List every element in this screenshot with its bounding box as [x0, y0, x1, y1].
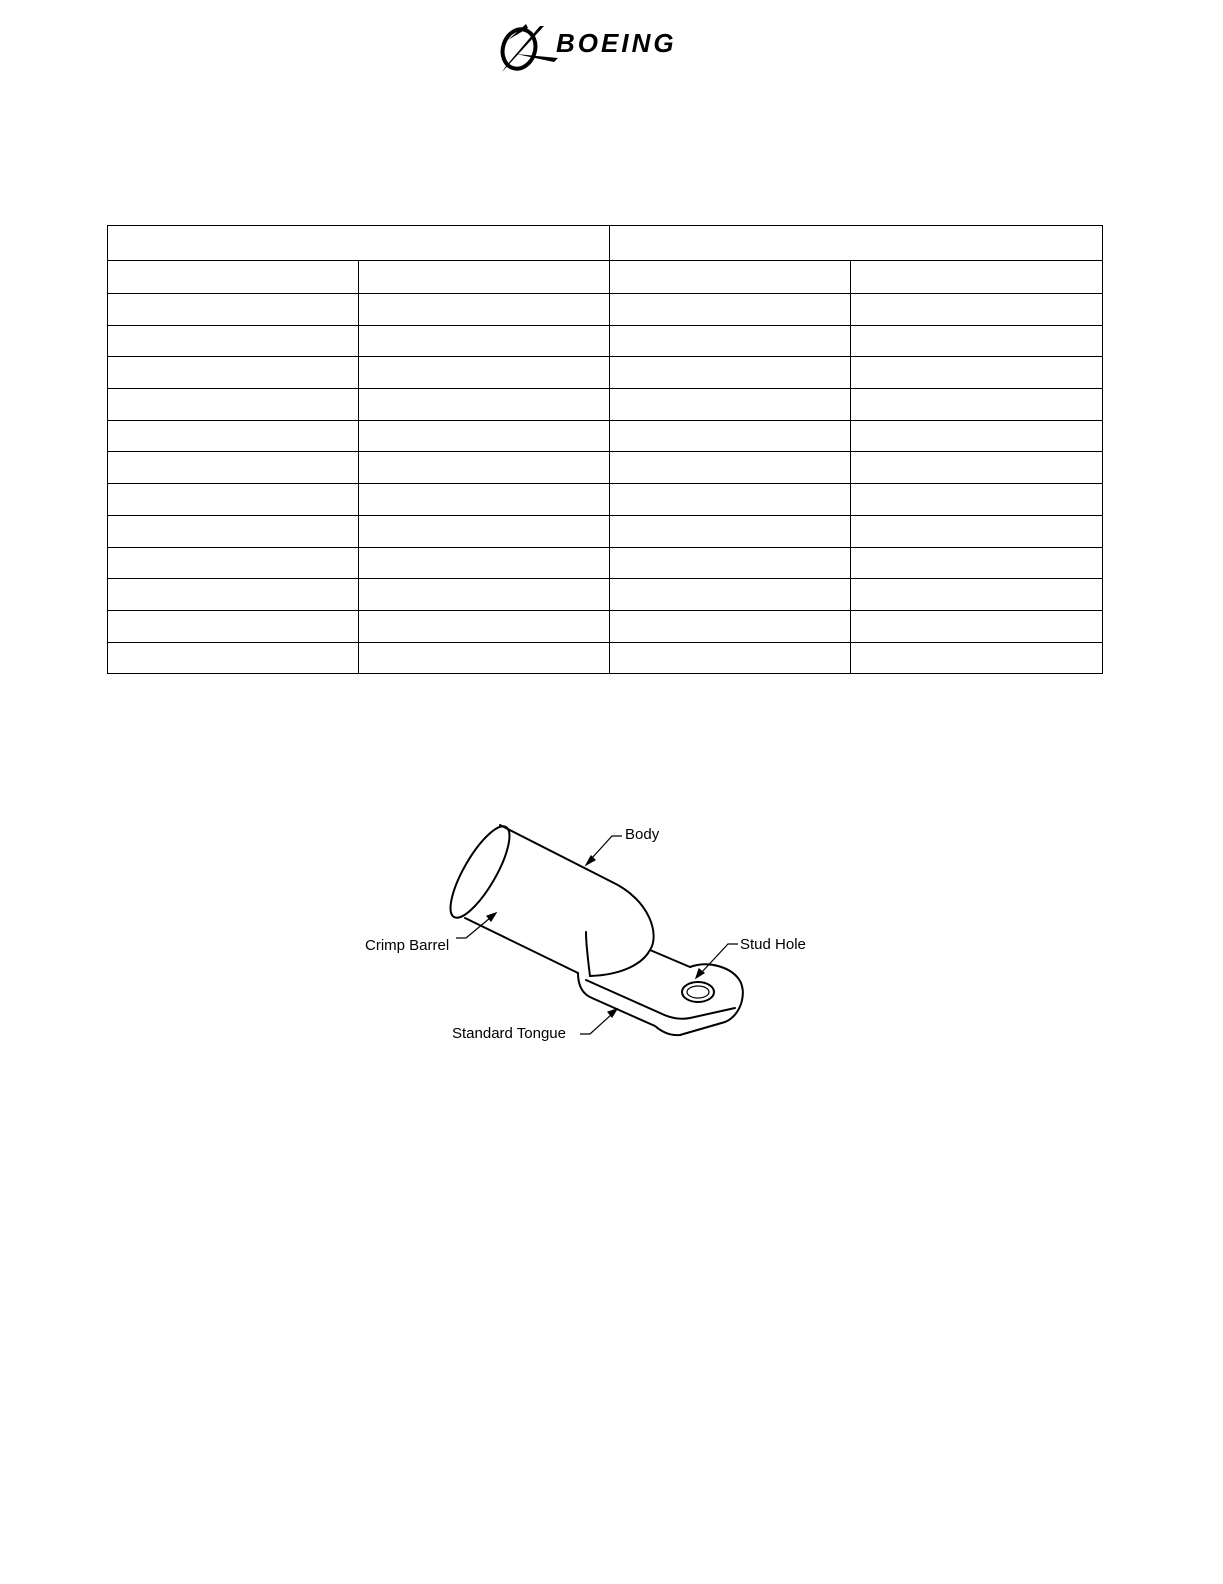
table-cell	[359, 452, 610, 484]
table-cell	[108, 420, 359, 452]
table-cell	[851, 547, 1103, 579]
table-row	[108, 547, 1103, 579]
table-cell	[610, 642, 851, 674]
table-cell	[108, 452, 359, 484]
terminal-lug-illustration	[350, 810, 830, 1060]
table-column-header	[851, 261, 1103, 294]
table-cell	[851, 484, 1103, 516]
table-cell	[359, 389, 610, 421]
table-cell	[108, 515, 359, 547]
table-cell	[851, 389, 1103, 421]
table-group-header-left	[108, 226, 610, 261]
table-cell	[108, 579, 359, 611]
table-cell	[851, 452, 1103, 484]
table-row	[108, 294, 1103, 326]
table-row	[108, 484, 1103, 516]
table-cell	[108, 357, 359, 389]
table-row	[108, 515, 1103, 547]
table-cell	[108, 642, 359, 674]
table-cell	[610, 579, 851, 611]
table-cell	[108, 610, 359, 642]
table-row	[108, 357, 1103, 389]
table-cell	[610, 484, 851, 516]
table-cell	[610, 420, 851, 452]
table-cell	[851, 515, 1103, 547]
table-cell	[851, 579, 1103, 611]
callout-crimp-barrel: Crimp Barrel	[365, 937, 450, 954]
table-cell	[851, 294, 1103, 326]
data-table	[107, 225, 1103, 674]
body-shoulder	[590, 882, 654, 976]
table-cell	[359, 642, 610, 674]
table-cell	[610, 357, 851, 389]
table-cell	[851, 610, 1103, 642]
table-column-header	[108, 261, 359, 294]
table-cell	[359, 325, 610, 357]
callout-stud-hole: Stud Hole	[740, 936, 806, 953]
table-cell	[108, 325, 359, 357]
table-cell	[610, 294, 851, 326]
table-cell	[359, 547, 610, 579]
table-cell	[359, 420, 610, 452]
table-cell	[108, 389, 359, 421]
table-column-header-row	[108, 261, 1103, 294]
barrel-top-edge	[500, 825, 612, 882]
table-cell	[610, 325, 851, 357]
boeing-logo	[496, 20, 728, 78]
table-cell	[359, 357, 610, 389]
terminal-lug-figure	[350, 810, 830, 1060]
table-cell	[610, 452, 851, 484]
table-row	[108, 452, 1103, 484]
boeing-wordmark: BOEING	[556, 28, 677, 58]
table-cell	[610, 515, 851, 547]
table-row	[108, 389, 1103, 421]
boeing-logo-icon	[496, 20, 728, 78]
table-row	[108, 325, 1103, 357]
table-cell	[851, 420, 1103, 452]
barrel-bottom-edge	[465, 918, 578, 973]
callout-body: Body	[625, 826, 660, 843]
table-cell	[108, 294, 359, 326]
table-cell	[359, 294, 610, 326]
table-cell	[851, 357, 1103, 389]
table-cell	[610, 547, 851, 579]
table-cell	[610, 610, 851, 642]
table-row	[108, 420, 1103, 452]
table-cell	[851, 642, 1103, 674]
table-group-header-right	[610, 226, 1103, 261]
table-cell	[108, 547, 359, 579]
table-row	[108, 642, 1103, 674]
table-cell	[359, 610, 610, 642]
crimp-barrel-end	[440, 819, 520, 925]
table-cell	[359, 579, 610, 611]
table-cell	[359, 484, 610, 516]
callout-standard-tongue: Standard Tongue	[452, 1025, 566, 1042]
table-row	[108, 610, 1103, 642]
table-cell	[359, 515, 610, 547]
table-column-header	[610, 261, 851, 294]
table-column-header	[359, 261, 610, 294]
table-row	[108, 579, 1103, 611]
table-cell	[108, 484, 359, 516]
table-cell	[851, 325, 1103, 357]
table-group-header-row	[108, 226, 1103, 261]
table-cell	[610, 389, 851, 421]
